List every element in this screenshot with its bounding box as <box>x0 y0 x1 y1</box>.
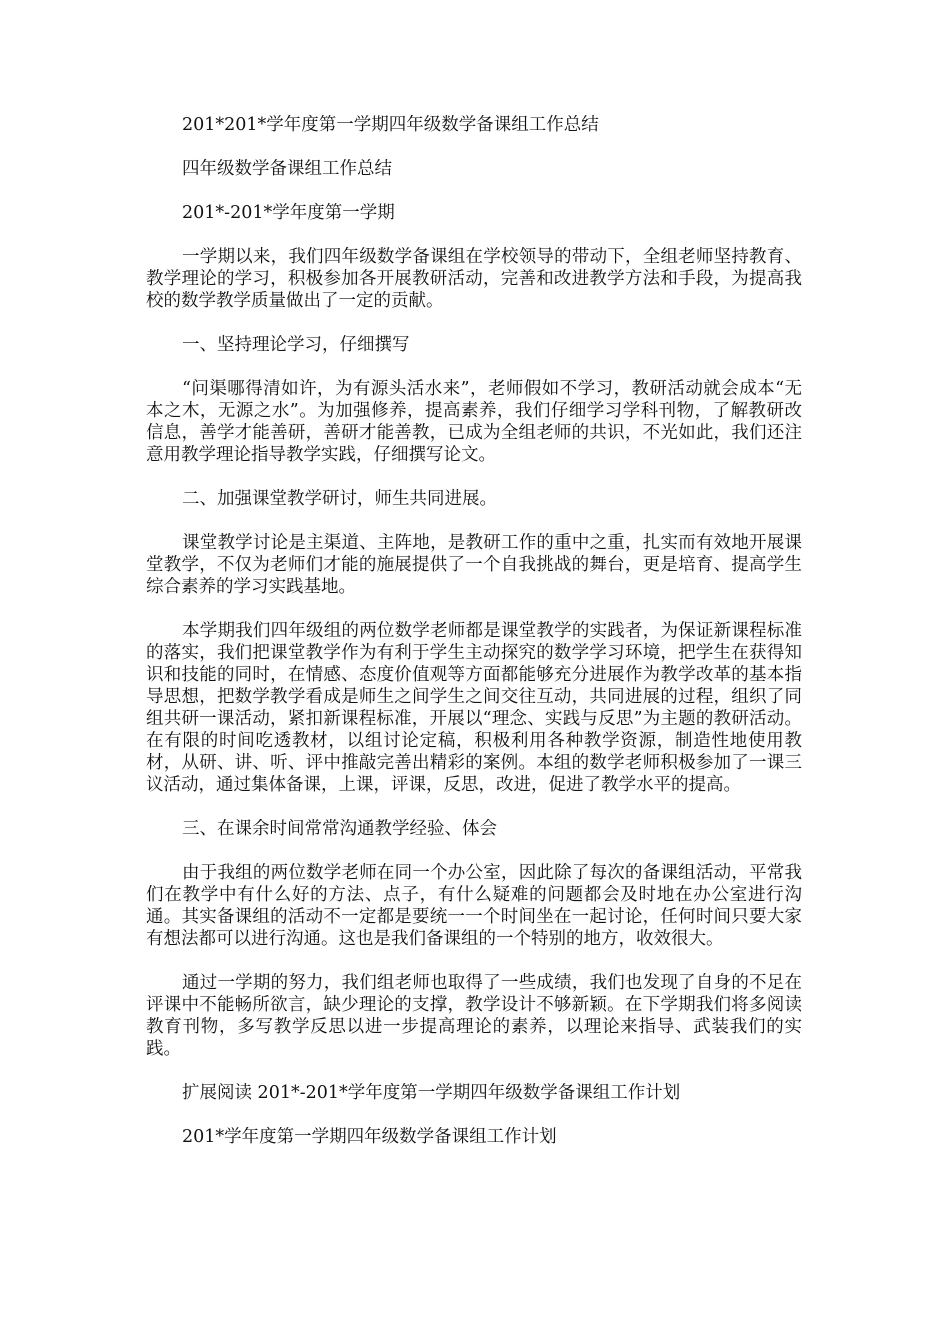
conclusion-paragraph: 通过一学期的努力，我们组老师也取得了一些成绩，我们也发现了自身的不足在评课中不能畅所欲言，缺少理论的支撑，教学设计不够新颖。在下学期我们将多阅读教育刊物，多写教学反思以进一步提高理论的素养，以理论来指导、武装我们的实践。 <box>146 973 802 1059</box>
section-3-paragraph: 由于我组的两位数学老师在同一个办公室，因此除了每次的备课组活动，平常我们在教学中有什么好的方法、点子，有什么疑难的问题都会及时地在办公室进行沟通。其实备课组的活动不一定都是要统一一个时间坐在一起讨论，任何时间只要大家有想法都可以进行沟通。这也是我们备课组的一个特别的地方，收效很大。 <box>146 863 802 949</box>
section-heading-2: 二、加强课堂教学研讨，师生共同进展。 <box>182 489 497 509</box>
section-heading-3: 三、在课余时间常常沟通教学经验、体会 <box>182 819 497 839</box>
document-body <box>146 114 802 1170</box>
document-subtitle: 四年级数学备课组工作总结 <box>182 159 392 179</box>
intro-paragraph: 一学期以来，我们四年级数学备课组在学校领导的带动下，全组老师坚持教育、教学理论的学习，积极参加各开展教研活动，完善和改进教学方法和手段，为提高我校的数学教学质量做出了一定的贡献。 <box>146 247 802 311</box>
document-title: 201*201*学年度第一学期四年级数学备课组工作总结 <box>182 115 599 135</box>
term-line: 201*-201*学年度第一学期 <box>182 203 395 223</box>
section-heading-1: 一、坚持理论学习，仔细撰写 <box>182 335 410 355</box>
section-1-paragraph: “问渠哪得清如许，为有源头活水来”，老师假如不学习，教研活动就会成本“无本之木，无源之水”。为加强修养，提高素养，我们仔细学习学科刊物，了解教研改信息，善学才能善研，善研才能善教，已成为全组老师的共识，不光如此，我们还注意用教学理论指导教学实践，仔细撰写论文。 <box>146 379 802 465</box>
section-2-paragraph-2: 本学期我们四年级组的两位数学老师都是课堂教学的实践者，为保证新课程标准的落实，我们把课堂教学作为有利于学生主动探究的数学学习环境，把学生在获得知识和技能的同时，在情感、态度价值观等方面都能够充分进展作为教学改革的基本指导思想，把数学教学看成是师生之间学生之间交往互动，共同进展的过程，组织了同组共研一课活动，紧扣新课程标准，开展以“理念、实践与反思”为主题的教研活动。在有限的时间吃透教材，以组讨论定稿，积极利用各种教学资源，制造性地使用教材，从研、讲、听、评中推敲完善出精彩的案例。本组的数学老师积极参加了一课三议活动，通过集体备课，上课，评课，反思，改进，促进了教学水平的提高。 <box>146 621 802 795</box>
extended-reading-heading: 扩展阅读 201*-201*学年度第一学期四年级数学备课组工作计划 <box>182 1083 681 1103</box>
section-2-paragraph-1: 课堂教学讨论是主渠道、主阵地，是教研工作的重中之重，扎实而有效地开展课堂教学，不仅为老师们才能的施展提供了一个自我挑战的舞台，更是培育、提高学生综合素养的学习实践基地。 <box>146 533 802 597</box>
plan-title: 201*学年度第一学期四年级数学备课组工作计划 <box>182 1127 557 1147</box>
